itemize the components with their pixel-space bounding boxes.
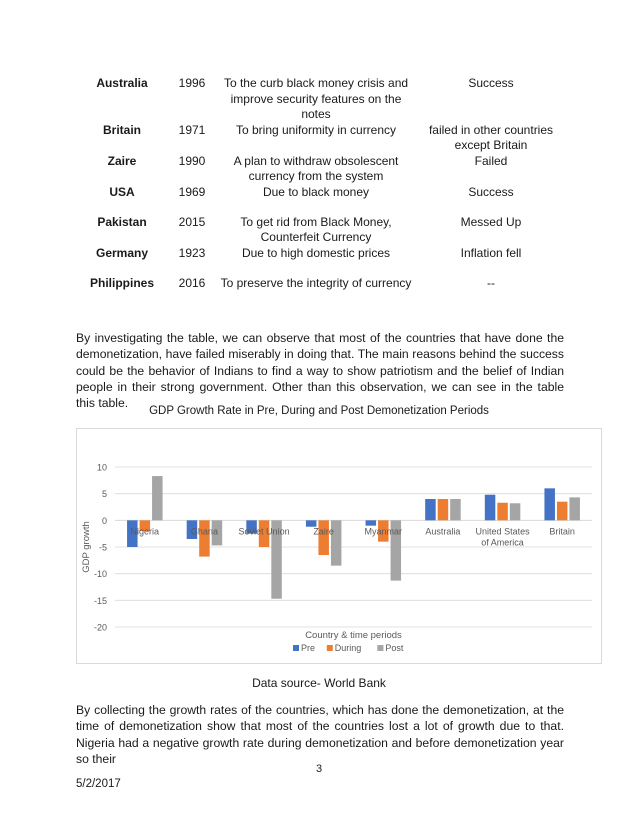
x-category-label: Ghana bbox=[190, 526, 218, 537]
year-cell: 1923 bbox=[178, 245, 206, 260]
y-tick-label: 5 bbox=[101, 489, 107, 500]
table-row bbox=[76, 185, 566, 215]
reason-cell: Due to black money bbox=[262, 184, 370, 199]
legend-label: Post bbox=[385, 643, 404, 653]
x-category-label: of America bbox=[481, 537, 524, 548]
table-row bbox=[76, 215, 566, 246]
y-tick-label: 10 bbox=[96, 462, 107, 473]
legend-swatch bbox=[327, 645, 333, 651]
table-row bbox=[76, 276, 566, 306]
year-cell: 2015 bbox=[178, 214, 206, 229]
demonetization-table bbox=[76, 74, 566, 306]
country-cell: Pakistan bbox=[97, 214, 147, 229]
legend-swatch bbox=[293, 645, 299, 651]
bar-pre bbox=[485, 495, 496, 521]
page-number: 3 bbox=[315, 763, 323, 775]
y-tick-label: -10 bbox=[93, 569, 107, 580]
legend-label: During bbox=[334, 643, 362, 653]
paragraph-2: By collecting the growth rates of the countries, which has done the demonetization, at the time of demonetization show that most of the countries lost a lot of growth due to that. Nigeria had a negative growth rate during demonetization and before demonetization year so their bbox=[76, 703, 564, 766]
year-cell: 1990 bbox=[178, 153, 206, 168]
result-cell: Success bbox=[468, 184, 514, 199]
source-caption: Data source- World Bank bbox=[252, 676, 386, 690]
y-axis-label: GDP growth bbox=[81, 521, 92, 573]
bar-post bbox=[569, 497, 580, 520]
footer-date: 5/2/2017 bbox=[76, 778, 121, 790]
x-category-label: Britain bbox=[549, 526, 575, 537]
y-tick-label: -15 bbox=[93, 595, 107, 606]
year-cell: 1969 bbox=[178, 184, 206, 199]
year-cell: 1971 bbox=[178, 122, 206, 137]
bar-during bbox=[497, 503, 508, 521]
paragraph-1: By investigating the table, we can observe that most of the countries that have done the demonetization, have failed miserably in doing that. The main reasons behind the success could be the behavior of Indians to find a way to show patriotism and the belief of Indian people in their strong government. Other than this observation, we can see in the table this table. bbox=[76, 331, 564, 411]
x-category-label: United States bbox=[475, 526, 530, 537]
year-cell: 2016 bbox=[178, 275, 206, 290]
country-cell: Australia bbox=[96, 76, 148, 90]
legend-label: Pre bbox=[301, 643, 316, 653]
reason-cell: To preserve the integrity of currency bbox=[220, 275, 412, 290]
bar-during bbox=[438, 499, 449, 520]
chart-caption: GDP Growth Rate in Pre, During and Post Demonetization Periods bbox=[149, 405, 489, 417]
country-cell: Britain bbox=[102, 122, 141, 137]
table-row bbox=[76, 123, 566, 154]
bar-post bbox=[450, 499, 461, 520]
reason-cell: Due to high domestic prices bbox=[241, 245, 391, 260]
bar-pre bbox=[544, 488, 555, 520]
bar-post bbox=[152, 476, 163, 520]
bar-pre bbox=[425, 499, 436, 520]
x-category-label: Australia bbox=[425, 526, 461, 537]
result-cell: failed in other countries except Britain bbox=[428, 122, 554, 152]
year-cell: 1996 bbox=[178, 76, 206, 90]
reason-cell: To get rid from Black Money, Counterfeit Currency bbox=[240, 214, 392, 244]
result-cell: Failed bbox=[474, 153, 508, 168]
result-cell: Success bbox=[468, 76, 514, 90]
bar-post bbox=[510, 503, 521, 520]
result-cell: Messed Up bbox=[460, 214, 522, 229]
chart-canvas bbox=[77, 429, 601, 663]
x-category-label: Soviet Union bbox=[238, 526, 290, 537]
country-cell: Zaire bbox=[107, 153, 137, 168]
country-cell: Germany bbox=[95, 245, 149, 260]
x-category-label: Nigeria bbox=[130, 526, 160, 537]
country-cell: Philippines bbox=[89, 275, 154, 290]
country-cell: USA bbox=[109, 184, 135, 199]
y-tick-label: 0 bbox=[101, 515, 107, 526]
reason-cell: To bring uniformity in currency bbox=[235, 122, 397, 137]
x-category-label: Myanmar bbox=[364, 526, 403, 537]
result-cell: -- bbox=[487, 275, 495, 290]
legend-swatch bbox=[377, 645, 383, 651]
gdp-growth-chart bbox=[76, 428, 602, 664]
reason-cell: To the curb black money crisis and improve security features on the notes bbox=[223, 76, 409, 121]
x-category-label: Zaire bbox=[313, 526, 334, 537]
y-tick-label: -5 bbox=[98, 542, 107, 553]
bar-pre bbox=[366, 520, 377, 525]
reason-cell: A plan to withdraw obsolescent currency from the system bbox=[233, 153, 399, 183]
x-axis-title: Country & time periods bbox=[305, 630, 402, 641]
table-row bbox=[76, 246, 566, 276]
bar-during bbox=[557, 502, 568, 521]
result-cell: Inflation fell bbox=[460, 245, 522, 260]
table-row bbox=[76, 154, 566, 185]
table-row bbox=[76, 74, 566, 123]
y-tick-label: -20 bbox=[93, 622, 107, 633]
